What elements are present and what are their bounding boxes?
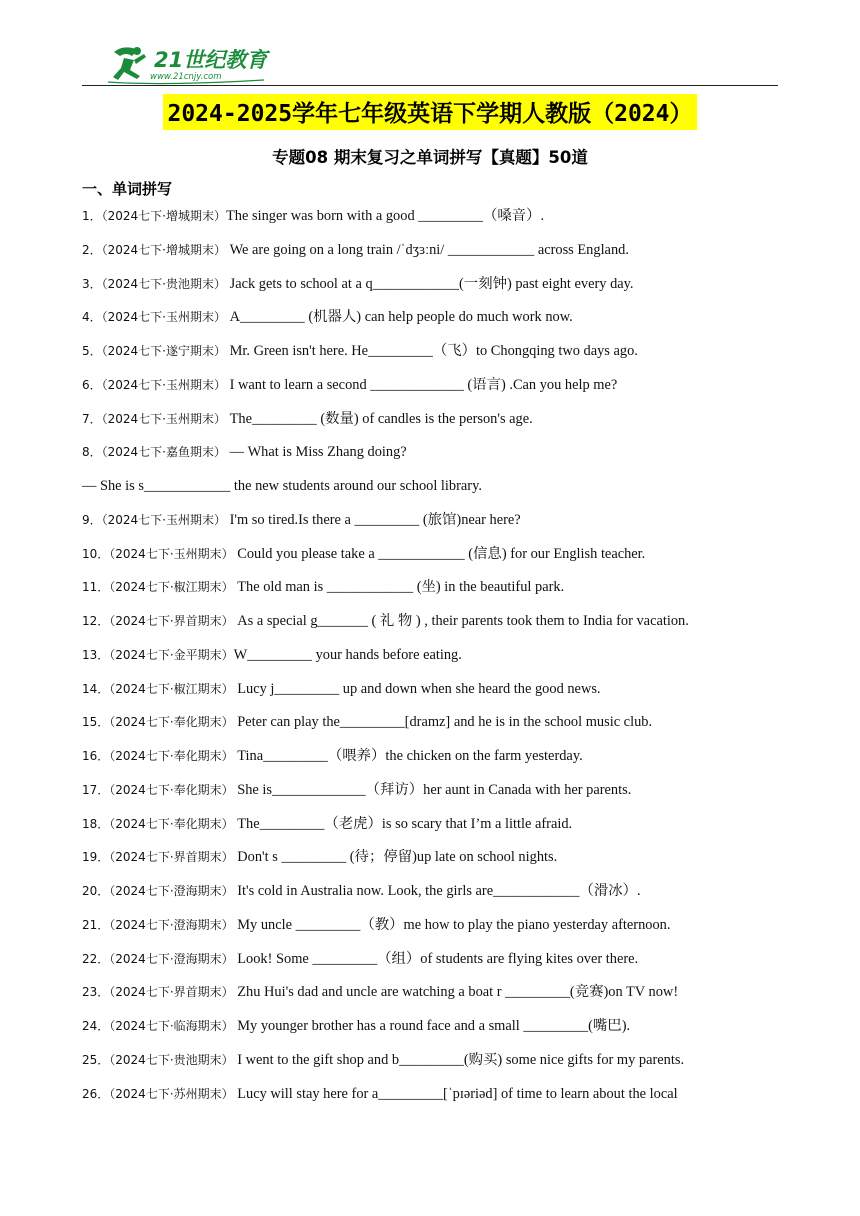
question-item [82,914,800,936]
question-item [82,340,800,362]
question-text: It's cold in Australia now. Look, the girls are____________（滑冰）. [233,883,641,899]
question-number: 10． [82,546,110,561]
question-source: （2024七下·界首期末） [109,985,234,1000]
section-heading: 一、单词拼写 [82,180,173,198]
question-item [82,880,800,902]
question-source: （2024七下·玉州期末） [101,377,226,392]
question-source: （2024七下·界首期末） [109,850,234,865]
question-item [82,813,800,835]
question-source: （2024七下·增城期末） [101,242,226,257]
question-text: — She is s____________ the new students around our school library. [82,478,482,494]
question-text: Zhu Hui's dad and uncle are watching a boat r _________(竞赛)on TV now! [233,984,679,1001]
question-text: — What is Miss Zhang doing? [226,444,407,461]
question-number: 3． [82,276,102,291]
question-number: 25． [82,1052,110,1067]
question-text: We are going on a long train /ˈdʒɜːni/ ____________ across England. [226,241,629,258]
question-number: 24． [82,1019,110,1033]
question-source: （2024七下·澄海期末） [109,951,234,966]
question-source: （2024七下·玉州期末） [101,512,226,527]
question-item [82,408,800,430]
question-source: （2024七下·增城期末） [101,209,226,223]
question-text: Lucy j_________ up and down when she heard the good news. [233,680,601,697]
question-number: 16． [82,749,110,763]
question-item [82,374,800,396]
logo-name: 21世纪教育 [154,48,268,72]
question-item [82,205,800,227]
question-number: 21． [82,917,110,932]
question-source: （2024七下·玉州期末） [101,310,226,325]
header-rule [82,85,778,86]
question-source: （2024七下·贵池期末） [109,1052,234,1067]
question-number: 1． [82,209,102,223]
question-text: Look! Some _________（组）of students are flying kites over there. [233,950,639,967]
question-item [82,306,800,328]
question-item [82,1049,800,1071]
page-title: 2024-2025学年七年级英语下学期人教版（2024） [163,94,696,130]
question-number: 23． [82,985,110,1000]
question-number: 7． [82,411,102,426]
question-item [82,644,800,666]
question-source: （2024七下·玉州期末） [109,546,234,561]
question-number: 13． [82,647,110,662]
question-number: 19． [82,850,110,865]
question-item [82,543,800,565]
question-item [82,441,800,463]
question-text: I want to learn a second _____________ (语言) .Can you help me? [226,376,618,393]
question-source: （2024七下·椒江期末） [109,580,234,595]
question-item [82,509,800,531]
question-text: Mr. Green isn't here. He_________（飞）to Chongqing two days ago. [226,343,638,359]
question-text: Tina_________（喂养）the chicken on the farm yesterday. [233,748,583,764]
brand-logo [104,42,274,86]
question-number: 9． [82,512,102,527]
question-number: 17． [82,782,110,797]
question-source: （2024七下·澄海期末） [109,917,234,932]
question-text: Peter can play the_________[dramz] and he is in the school music club. [233,714,653,731]
question-source: （2024七下·奉化期末） [109,749,234,763]
question-number: 4． [82,310,102,325]
question-text: Lucy will stay here for a_________[ˈpɪəriəd] of time to learn about the local [233,1085,678,1102]
page-subtitle: 专题08 期末复习之单词拼写【真题】50道 [272,148,588,167]
question-text: She is_____________（拜访）her aunt in Canada with her parents. [233,781,632,798]
question-item [82,1083,800,1105]
question-source: （2024七下·贵池期末） [101,276,226,291]
question-text: A_________ (机器人) can help people do much work now. [226,309,573,326]
question-item [82,846,800,868]
runner-icon [113,47,146,80]
question-number: 14． [82,681,110,696]
question-text: Could you please take a ____________ (信息) for our English teacher. [233,545,646,562]
question-number: 18． [82,816,110,831]
question-item [82,576,800,598]
question-item [82,981,800,1003]
question-source: （2024七下·奉化期末） [109,782,234,797]
logo-url: www.21cnjy.com [150,72,222,82]
question-text: W_________ your hands before eating. [233,646,462,663]
question-number: 2． [82,242,102,257]
question-number: 15． [82,715,110,730]
question-item [82,745,800,767]
question-item [82,711,800,733]
question-source: （2024七下·嘉鱼期末） [101,445,226,460]
question-item [82,1015,800,1037]
question-number: 8． [82,445,102,460]
question-source: （2024七下·遂宁期末） [101,344,226,358]
question-number: 11． [82,580,110,595]
question-source: （2024七下·奉化期末） [109,715,234,730]
question-source: （2024七下·金平期末） [109,647,234,662]
question-source: （2024七下·澄海期末） [109,884,234,898]
question-text: The_________（老虎）is so scary that I’m a little afraid. [233,815,573,832]
question-text: Jack gets to school at a q____________(一刻钟) past eight every day. [226,275,634,292]
question-number: 20． [82,884,110,898]
question-source: （2024七下·界首期末） [109,614,234,628]
question-text: As a special g_______ ( 礼 物 ) , their parents took them to India for vacation. [233,613,689,629]
question-item [82,273,800,295]
question-item [82,475,800,497]
question-text: Don't s _________ (待；停留)up late on school nights. [233,849,558,866]
question-text: My uncle _________（教）me how to play the piano yesterday afternoon. [233,916,671,933]
question-number: 26． [82,1086,110,1101]
question-item [82,610,800,632]
question-item [82,779,800,801]
question-item [82,678,800,700]
question-number: 22． [82,951,110,966]
question-source: （2024七下·椒江期末） [109,681,234,696]
question-item [82,948,800,970]
question-item [82,239,800,261]
question-text: I went to the gift shop and b_________(购买) some nice gifts for my parents. [233,1051,685,1068]
question-number: 6． [82,377,102,392]
question-text: The singer was born with a good _________（嗓音）. [226,208,545,224]
question-number: 12． [82,614,110,628]
question-text: I'm so tired.Is there a _________ (旅馆)near here? [226,511,521,528]
question-text: The_________ (数量) of candles is the person's age. [226,410,533,427]
question-text: The old man is ____________ (坐) in the beautiful park. [233,579,565,596]
question-number: 5． [82,344,102,358]
question-source: （2024七下·苏州期末） [109,1086,234,1101]
question-source: （2024七下·临海期末） [109,1019,234,1033]
question-source: （2024七下·玉州期末） [101,411,226,426]
question-source: （2024七下·奉化期末） [109,816,234,831]
question-text: My younger brother has a round face and a small _________(嘴巴). [233,1018,631,1034]
